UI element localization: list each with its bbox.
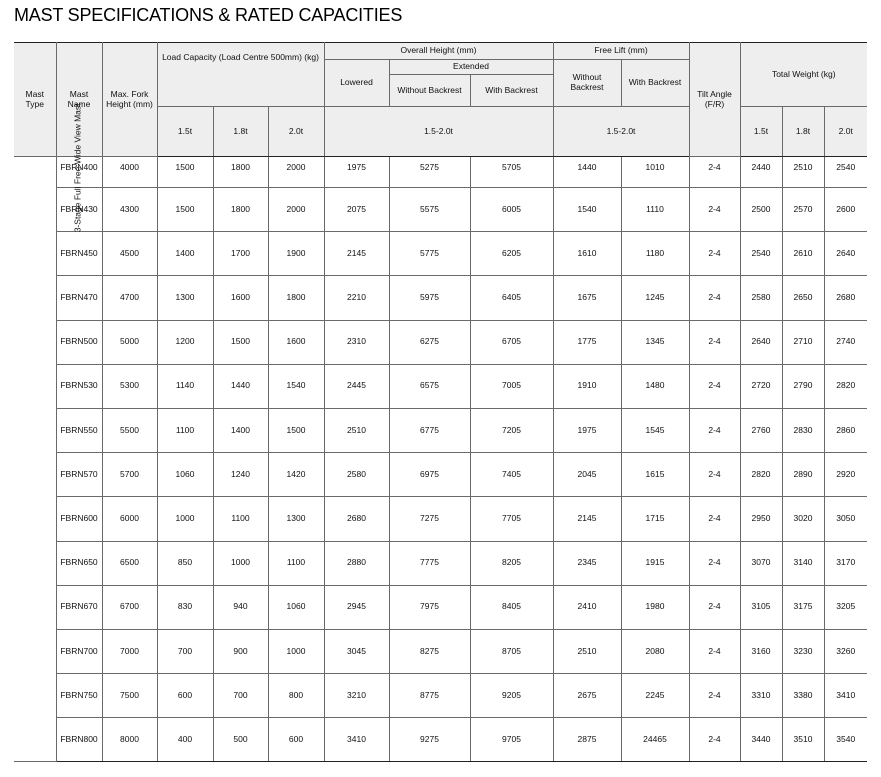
table-cell: 3105 xyxy=(740,585,782,629)
mast-spec-table xyxy=(14,42,867,762)
table-cell: 2820 xyxy=(740,453,782,497)
table-cell: 700 xyxy=(213,674,268,718)
table-cell: 1400 xyxy=(213,408,268,452)
table-cell: 4300 xyxy=(102,188,157,232)
table-cell: 1400 xyxy=(157,232,213,276)
mast-name-cell: FBRN550 xyxy=(56,408,102,452)
table-cell: 5300 xyxy=(102,364,157,408)
table-cell: 1300 xyxy=(157,276,213,320)
table-cell: 1060 xyxy=(268,585,324,629)
header-free-lift: Free Lift (mm) xyxy=(553,43,689,60)
table-cell: 3140 xyxy=(782,541,824,585)
table-cell: 3260 xyxy=(824,629,867,673)
table-cell: 4000 xyxy=(102,157,157,188)
table-cell: 2760 xyxy=(740,408,782,452)
table-cell: 1540 xyxy=(268,364,324,408)
table-cell: 1200 xyxy=(157,320,213,364)
table-cell: 830 xyxy=(157,585,213,629)
table-cell: 8405 xyxy=(470,585,553,629)
table-cell: 3230 xyxy=(782,629,824,673)
table-cell: 1800 xyxy=(213,188,268,232)
table-cell: 3440 xyxy=(740,718,782,762)
table-cell: 2-4 xyxy=(689,188,740,232)
table-cell: 2-4 xyxy=(689,585,740,629)
table-cell: 2880 xyxy=(324,541,389,585)
table-cell: 7500 xyxy=(102,674,157,718)
table-cell: 1000 xyxy=(213,541,268,585)
mast-name-cell: FBRN600 xyxy=(56,497,102,541)
table-cell: 900 xyxy=(213,629,268,673)
table-cell: 3205 xyxy=(824,585,867,629)
table-cell: 5705 xyxy=(470,157,553,188)
table-row xyxy=(14,408,867,452)
table-cell: 2145 xyxy=(553,497,621,541)
table-cell: 500 xyxy=(213,718,268,762)
table-cell: 1245 xyxy=(621,276,689,320)
table-cell: 2675 xyxy=(553,674,621,718)
table-cell: 2820 xyxy=(824,364,867,408)
table-cell: 1800 xyxy=(213,157,268,188)
mast-name-cell: FBRN530 xyxy=(56,364,102,408)
header-overall-height: Overall Height (mm) xyxy=(324,43,553,60)
table-cell: 3380 xyxy=(782,674,824,718)
table-row xyxy=(14,453,867,497)
table-cell: 2720 xyxy=(740,364,782,408)
table-cell: 1545 xyxy=(621,408,689,452)
table-cell: 2650 xyxy=(782,276,824,320)
table-cell: 850 xyxy=(157,541,213,585)
header-cap-20: 2.0t xyxy=(268,107,324,157)
table-cell: 2740 xyxy=(824,320,867,364)
table-cell: 1000 xyxy=(157,497,213,541)
table-cell: 2-4 xyxy=(689,232,740,276)
table-cell: 1440 xyxy=(553,157,621,188)
table-cell: 1900 xyxy=(268,232,324,276)
mast-name-cell: FBRN750 xyxy=(56,674,102,718)
table-cell: 2500 xyxy=(740,188,782,232)
page-title: MAST SPECIFICATIONS & RATED CAPACITIES xyxy=(14,5,403,25)
table-cell: 2345 xyxy=(553,541,621,585)
table-cell: 5500 xyxy=(102,408,157,452)
table-cell: 2875 xyxy=(553,718,621,762)
table-cell: 2950 xyxy=(740,497,782,541)
table-cell: 8775 xyxy=(389,674,470,718)
table-cell: 600 xyxy=(157,674,213,718)
table-cell: 6205 xyxy=(470,232,553,276)
mast-name-cell: FBRN800 xyxy=(56,718,102,762)
table-cell: 1975 xyxy=(324,157,389,188)
table-cell: 3070 xyxy=(740,541,782,585)
table-cell: 2-4 xyxy=(689,453,740,497)
table-cell: 3540 xyxy=(824,718,867,762)
table-cell: 6275 xyxy=(389,320,470,364)
table-cell: 8275 xyxy=(389,629,470,673)
table-cell: 2440 xyxy=(740,157,782,188)
table-cell: 3170 xyxy=(824,541,867,585)
table-cell: 2000 xyxy=(268,188,324,232)
table-cell: 3045 xyxy=(324,629,389,673)
header-lowered: Lowered xyxy=(324,60,389,107)
table-cell: 2580 xyxy=(324,453,389,497)
table-cell: 1715 xyxy=(621,497,689,541)
header-load-capacity: Load Capacity (Load Centre 500mm) (kg) xyxy=(157,43,324,107)
table-cell: 1300 xyxy=(268,497,324,541)
mast-name-cell: FBRN570 xyxy=(56,453,102,497)
mast-name-cell: FBRN400 xyxy=(56,157,102,188)
table-cell: 5000 xyxy=(102,320,157,364)
header-extended: Extended xyxy=(389,60,553,75)
header-with-backrest: With Backrest xyxy=(470,75,553,107)
table-cell: 2-4 xyxy=(689,674,740,718)
header-total-weight: Total Weight (kg) xyxy=(740,43,867,107)
table-cell: 7205 xyxy=(470,408,553,452)
table-cell: 2045 xyxy=(553,453,621,497)
header-mast-name: Mast Name xyxy=(56,43,102,157)
mast-name-cell: FBRN470 xyxy=(56,276,102,320)
table-cell: 2080 xyxy=(621,629,689,673)
table-cell: 7975 xyxy=(389,585,470,629)
table-cell: 2-4 xyxy=(689,364,740,408)
table-cell: 1100 xyxy=(213,497,268,541)
table-cell: 2945 xyxy=(324,585,389,629)
table-cell: 6005 xyxy=(470,188,553,232)
table-cell: 6775 xyxy=(389,408,470,452)
table-cell: 6705 xyxy=(470,320,553,364)
table-cell: 2680 xyxy=(824,276,867,320)
table-cell: 7775 xyxy=(389,541,470,585)
table-cell: 2610 xyxy=(782,232,824,276)
table-cell: 1100 xyxy=(157,408,213,452)
table-cell: 5775 xyxy=(389,232,470,276)
table-cell: 9275 xyxy=(389,718,470,762)
table-cell: 6700 xyxy=(102,585,157,629)
table-cell: 1910 xyxy=(553,364,621,408)
mast-name-cell: FBRN430 xyxy=(56,188,102,232)
table-cell: 940 xyxy=(213,585,268,629)
table-cell: 2-4 xyxy=(689,541,740,585)
table-cell: 2570 xyxy=(782,188,824,232)
header-fl-with-backrest: With Backrest xyxy=(621,60,689,107)
table-cell: 7275 xyxy=(389,497,470,541)
table-row xyxy=(14,541,867,585)
table-cell: 1345 xyxy=(621,320,689,364)
mast-type-label: 3-Stage Full Free Wide View Mast xyxy=(72,103,83,233)
table-cell: 7005 xyxy=(470,364,553,408)
table-cell: 1500 xyxy=(157,188,213,232)
table-cell: 2-4 xyxy=(689,497,740,541)
table-cell: 2510 xyxy=(553,629,621,673)
table-cell: 2540 xyxy=(824,157,867,188)
header-tilt-angle: Tilt Angle (F/R) xyxy=(689,43,740,157)
table-row xyxy=(14,232,867,276)
table-header xyxy=(14,43,867,157)
mast-name-cell: FBRN450 xyxy=(56,232,102,276)
table-cell: 1240 xyxy=(213,453,268,497)
header-without-backrest: Without Backrest xyxy=(389,75,470,107)
table-cell: 2-4 xyxy=(689,157,740,188)
table-cell: 2640 xyxy=(824,232,867,276)
table-cell: 8000 xyxy=(102,718,157,762)
table-cell: 1420 xyxy=(268,453,324,497)
table-cell: 1100 xyxy=(268,541,324,585)
header-weight-18: 1.8t xyxy=(782,107,824,157)
table-cell: 1440 xyxy=(213,364,268,408)
table-row xyxy=(14,188,867,232)
table-cell: 6405 xyxy=(470,276,553,320)
table-cell: 2075 xyxy=(324,188,389,232)
table-cell: 3175 xyxy=(782,585,824,629)
table-cell: 2640 xyxy=(740,320,782,364)
table-cell: 600 xyxy=(268,718,324,762)
header-oh-range: 1.5-2.0t xyxy=(324,107,553,157)
header-fl-without-backrest: Without Backrest xyxy=(553,60,621,107)
table-cell: 2830 xyxy=(782,408,824,452)
table-cell: 9705 xyxy=(470,718,553,762)
table-cell: 1110 xyxy=(621,188,689,232)
table-cell: 1775 xyxy=(553,320,621,364)
table-cell: 2510 xyxy=(782,157,824,188)
table-cell: 400 xyxy=(157,718,213,762)
table-cell: 2-4 xyxy=(689,718,740,762)
table-row xyxy=(14,276,867,320)
table-cell: 7000 xyxy=(102,629,157,673)
table-cell: 2310 xyxy=(324,320,389,364)
table-cell: 1500 xyxy=(268,408,324,452)
table-cell: 3020 xyxy=(782,497,824,541)
mast-name-cell: FBRN700 xyxy=(56,629,102,673)
table-cell: 1010 xyxy=(621,157,689,188)
table-cell: 1600 xyxy=(268,320,324,364)
table-cell: 1480 xyxy=(621,364,689,408)
table-cell: 4500 xyxy=(102,232,157,276)
header-fl-range: 1.5-2.0t xyxy=(553,107,689,157)
table-cell: 3050 xyxy=(824,497,867,541)
table-cell: 3160 xyxy=(740,629,782,673)
table-cell: 2680 xyxy=(324,497,389,541)
table-cell: 2580 xyxy=(740,276,782,320)
table-cell: 1980 xyxy=(621,585,689,629)
table-row xyxy=(14,718,867,762)
table-cell: 2790 xyxy=(782,364,824,408)
table-cell: 5975 xyxy=(389,276,470,320)
table-cell: 3310 xyxy=(740,674,782,718)
table-cell: 7705 xyxy=(470,497,553,541)
table-cell: 3210 xyxy=(324,674,389,718)
table-cell: 1500 xyxy=(157,157,213,188)
table-cell: 2410 xyxy=(553,585,621,629)
table-cell: 1180 xyxy=(621,232,689,276)
mast-name-cell: FBRN650 xyxy=(56,541,102,585)
table-cell: 2000 xyxy=(268,157,324,188)
table-row xyxy=(14,629,867,673)
table-cell: 1700 xyxy=(213,232,268,276)
table-cell: 5700 xyxy=(102,453,157,497)
table-cell: 1615 xyxy=(621,453,689,497)
table-cell: 4700 xyxy=(102,276,157,320)
table-cell: 2245 xyxy=(621,674,689,718)
table-cell: 2-4 xyxy=(689,408,740,452)
table-cell: 3410 xyxy=(824,674,867,718)
table-cell: 2145 xyxy=(324,232,389,276)
table-cell: 1140 xyxy=(157,364,213,408)
table-cell: 24465 xyxy=(621,718,689,762)
table-cell: 2860 xyxy=(824,408,867,452)
table-cell: 2210 xyxy=(324,276,389,320)
header-cap-15: 1.5t xyxy=(157,107,213,157)
table-cell: 2-4 xyxy=(689,320,740,364)
header-mast-type: Mast Type xyxy=(14,43,56,157)
table-row xyxy=(14,364,867,408)
mast-name-cell: FBRN670 xyxy=(56,585,102,629)
table-cell: 6500 xyxy=(102,541,157,585)
header-cap-18: 1.8t xyxy=(213,107,268,157)
mast-name-cell: FBRN500 xyxy=(56,320,102,364)
table-cell: 1915 xyxy=(621,541,689,585)
table-row xyxy=(14,674,867,718)
table-cell: 8205 xyxy=(470,541,553,585)
table-cell: 5275 xyxy=(389,157,470,188)
table-row xyxy=(14,157,867,188)
table-cell: 1000 xyxy=(268,629,324,673)
header-weight-15: 1.5t xyxy=(740,107,782,157)
table-cell: 1060 xyxy=(157,453,213,497)
table-cell: 1600 xyxy=(213,276,268,320)
table-cell: 1540 xyxy=(553,188,621,232)
table-cell: 2-4 xyxy=(689,276,740,320)
table-cell: 8705 xyxy=(470,629,553,673)
table-cell: 2890 xyxy=(782,453,824,497)
table-cell: 1675 xyxy=(553,276,621,320)
table-cell: 3410 xyxy=(324,718,389,762)
table-cell: 3510 xyxy=(782,718,824,762)
table-row xyxy=(14,585,867,629)
table-cell: 6575 xyxy=(389,364,470,408)
table-cell: 1975 xyxy=(553,408,621,452)
table-cell: 2510 xyxy=(324,408,389,452)
table-row xyxy=(14,497,867,541)
table-cell: 9205 xyxy=(470,674,553,718)
table-cell: 2710 xyxy=(782,320,824,364)
table-cell: 6000 xyxy=(102,497,157,541)
table-cell: 1800 xyxy=(268,276,324,320)
table-cell: 2-4 xyxy=(689,629,740,673)
table-cell: 6975 xyxy=(389,453,470,497)
table-cell: 2445 xyxy=(324,364,389,408)
table-cell: 1610 xyxy=(553,232,621,276)
table-row xyxy=(14,320,867,364)
table-cell: 5575 xyxy=(389,188,470,232)
header-max-fork-height: Max. Fork Height (mm) xyxy=(102,43,157,157)
header-weight-20: 2.0t xyxy=(824,107,867,157)
table-cell: 800 xyxy=(268,674,324,718)
table-cell: 2920 xyxy=(824,453,867,497)
table-cell: 1500 xyxy=(213,320,268,364)
table-cell: 7405 xyxy=(470,453,553,497)
table-cell: 700 xyxy=(157,629,213,673)
table-cell: 2600 xyxy=(824,188,867,232)
table-cell: 2540 xyxy=(740,232,782,276)
